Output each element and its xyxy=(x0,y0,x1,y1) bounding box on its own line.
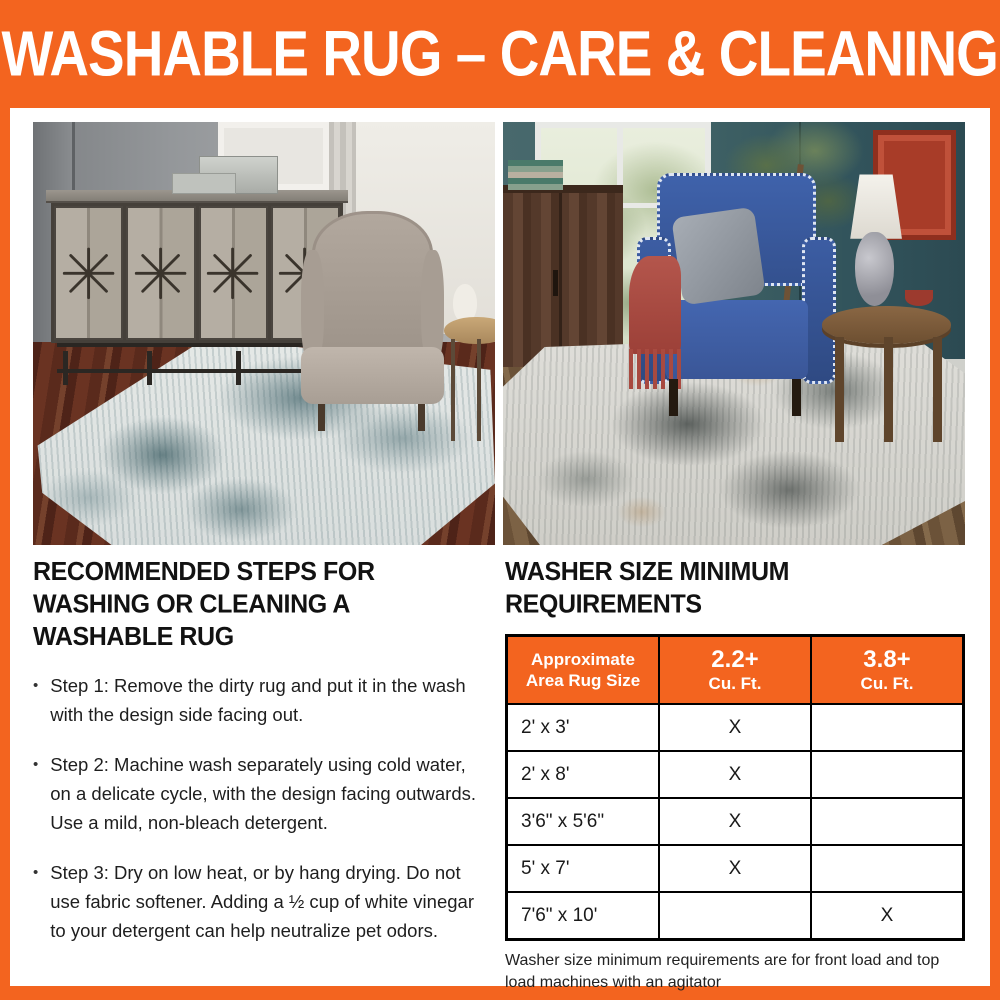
page-title: WASHABLE RUG – CARE & CLEANING xyxy=(1,18,999,90)
step-text: Step 2: Machine wash separately using cold water, on a delicate cycle, with the design facing outwards. Use a mild, non-bleach detergent. xyxy=(50,754,477,833)
table-row-38-mark xyxy=(812,799,962,844)
sideboard-door xyxy=(199,206,268,340)
list-item xyxy=(33,750,485,837)
chair-leg xyxy=(669,379,678,416)
table-footnote: Washer size minimum requirements are for front load and top load machines with an agitator xyxy=(505,952,940,991)
table-leg xyxy=(835,337,844,442)
living-room-photo-left xyxy=(33,122,495,545)
cabinet-handle xyxy=(553,270,558,296)
sideboard-door xyxy=(54,206,123,340)
chair-leg xyxy=(318,404,325,430)
living-room-photo-right xyxy=(503,122,965,545)
header-line: Area Rug Size xyxy=(525,671,641,690)
sideboard-doors xyxy=(51,203,342,343)
header-line: 2.2+ xyxy=(711,645,759,673)
washer-size-table xyxy=(505,634,965,941)
list-item xyxy=(33,671,485,729)
table-row-38-mark xyxy=(812,846,962,891)
sideboard-door xyxy=(126,206,195,340)
table-row-22-mark xyxy=(660,893,810,938)
table-leg xyxy=(933,337,942,442)
decor-box xyxy=(172,173,237,194)
books-stack xyxy=(508,160,563,190)
red-throw-blanket xyxy=(629,256,681,354)
table-header-rug-size xyxy=(508,637,658,703)
silver-lamp xyxy=(855,232,894,306)
table-row-38-mark xyxy=(812,705,962,750)
red-bowl xyxy=(905,290,933,307)
white-vase xyxy=(453,284,476,322)
header-line: Cu. Ft. xyxy=(860,673,914,693)
list-item xyxy=(33,858,485,945)
round-side-table xyxy=(444,317,495,444)
table-leg xyxy=(477,339,481,441)
table-row-size: 3'6" x 5'6" xyxy=(508,799,658,844)
chair-seat xyxy=(301,347,444,404)
header-band xyxy=(0,0,1000,108)
washing-steps-heading: RECOMMENDED STEPS FOR WASHING OR CLEANING A WASHABLE RUG xyxy=(33,557,375,652)
starburst-icon xyxy=(60,220,117,327)
frame-border-left xyxy=(0,108,10,1000)
bullet-icon: • xyxy=(33,677,39,694)
gray-pillow xyxy=(671,207,766,306)
header-line: Cu. Ft. xyxy=(708,673,762,693)
frame-border-right xyxy=(990,108,1000,1000)
sideboard-leg xyxy=(236,351,241,385)
header-line: 3.8+ xyxy=(863,645,911,673)
washing-steps-section xyxy=(33,556,485,966)
starburst-icon xyxy=(132,220,189,327)
table-row-size: 7'6" x 10' xyxy=(508,893,658,938)
table-header-38-cuft xyxy=(812,637,962,703)
header-line: Approximate xyxy=(531,650,635,669)
washer-size-heading: WASHER SIZE MINIMUM REQUIREMENTS xyxy=(505,557,790,619)
step-text: Step 1: Remove the dirty rug and put it in the wash with the design side facing out. xyxy=(50,675,466,725)
table-row-size: 2' x 8' xyxy=(508,752,658,797)
chair-seat xyxy=(665,300,808,379)
sideboard-base xyxy=(57,343,336,384)
gray-sideboard xyxy=(51,190,342,385)
chair-leg xyxy=(792,379,801,416)
wingback-chair xyxy=(301,211,444,431)
table-row-22-mark: X xyxy=(660,846,810,891)
blue-armchair xyxy=(637,173,836,418)
table-row-22-mark: X xyxy=(660,752,810,797)
table-row-38-mark: X xyxy=(812,893,962,938)
washer-size-section xyxy=(505,556,967,994)
chair-leg xyxy=(418,404,425,430)
table-row-38-mark xyxy=(812,752,962,797)
step-text: Step 3: Dry on low heat, or by hang drying. Do not use fabric softener. Adding a ½ cup of white vinegar to your detergent can help neutralize pet odors. xyxy=(50,862,474,941)
bullet-icon: • xyxy=(33,756,39,773)
table-leg xyxy=(884,337,893,442)
table-row-22-mark: X xyxy=(660,705,810,750)
table-row-size: 2' x 3' xyxy=(508,705,658,750)
round-side-table xyxy=(822,283,951,452)
table-header-22-cuft xyxy=(660,637,810,703)
starburst-icon xyxy=(204,220,261,327)
table-row-size: 5' x 7' xyxy=(508,846,658,891)
table-leg xyxy=(451,339,455,441)
sideboard-leg xyxy=(147,351,152,385)
washing-steps-list xyxy=(33,671,485,945)
table-row-22-mark: X xyxy=(660,799,810,844)
sideboard-leg xyxy=(63,351,68,385)
bullet-icon: • xyxy=(33,864,39,881)
sideboard-stretcher xyxy=(57,369,336,373)
